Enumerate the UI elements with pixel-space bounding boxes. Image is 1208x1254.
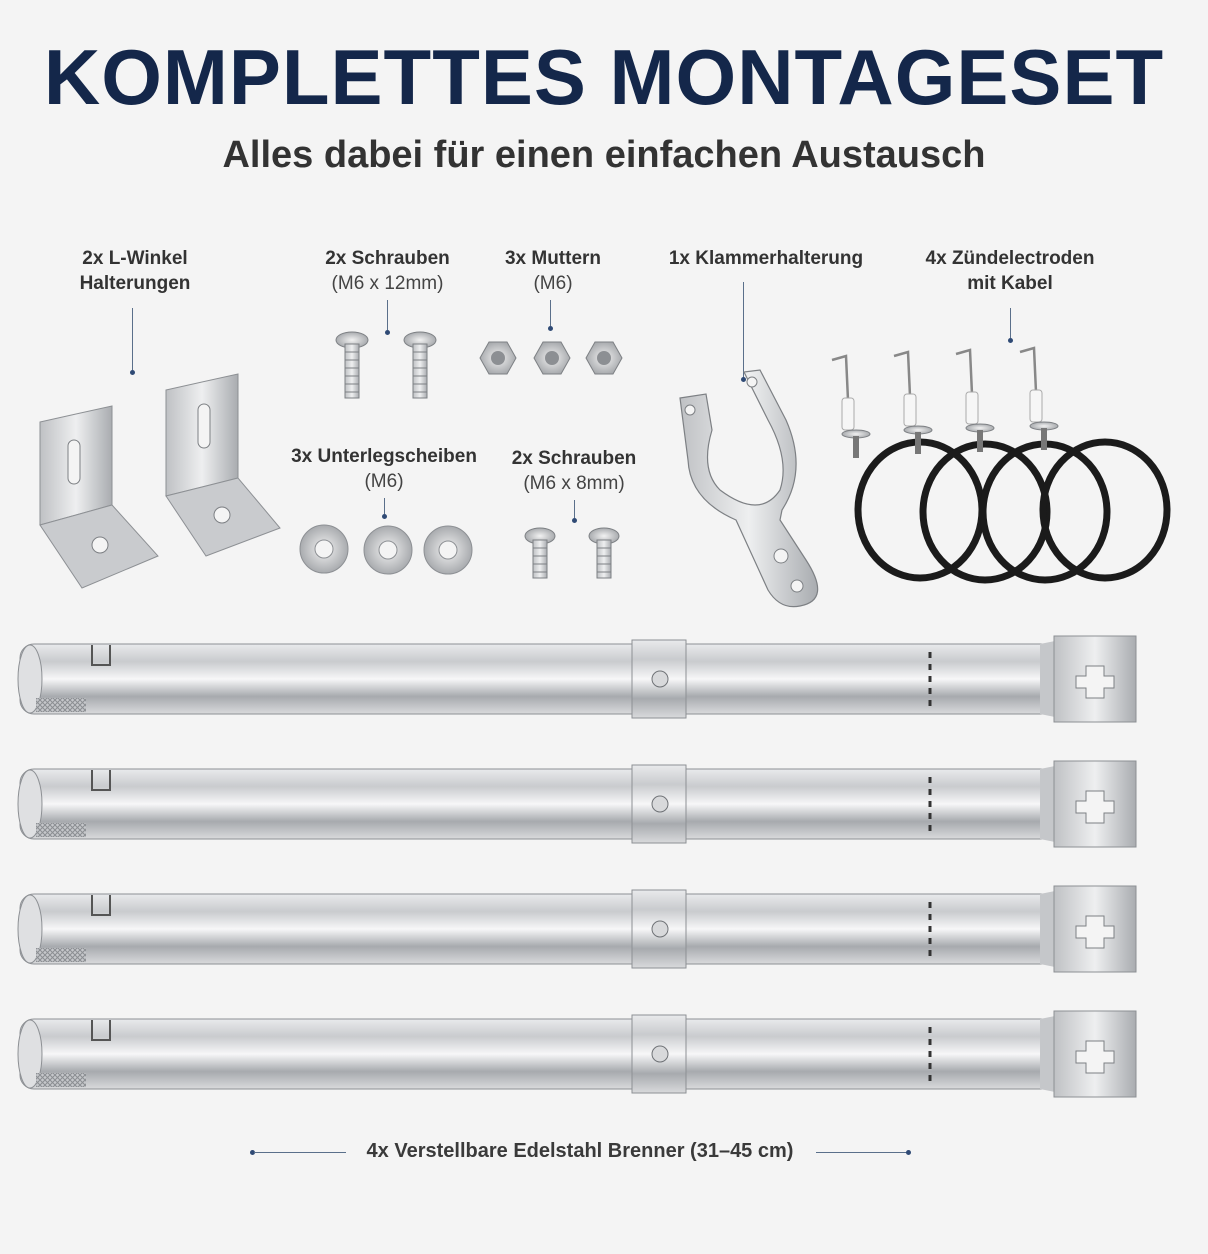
label-l-brackets-qty: 2x L-Winkel <box>82 248 188 269</box>
label-nuts-qty: 3x Muttern <box>504 248 602 269</box>
label-screws-12mm-size: (M6 x 12mm) <box>331 273 444 294</box>
label-washers-qty: 3x Unterlegscheiben <box>291 446 477 467</box>
label-washers-size: (M6) <box>364 471 404 492</box>
label-nuts-size: (M6) <box>533 273 573 294</box>
label-l-brackets-line2: Halterungen <box>79 273 191 294</box>
label-electrodes-qty: 4x Zündelectroden <box>925 248 1095 269</box>
burner-tube-icon <box>18 761 1136 847</box>
caption-line-right <box>816 1152 908 1153</box>
caption-line-left <box>254 1152 346 1153</box>
screw-icon <box>404 332 436 398</box>
washer-icon <box>364 526 412 574</box>
burner-tube-icon <box>18 886 1136 972</box>
label-electrodes-line2: mit Kabel <box>967 273 1053 294</box>
l-bracket-icon <box>40 406 158 588</box>
caption-dot-right <box>906 1150 911 1155</box>
screw-icon <box>525 528 555 578</box>
label-screws-12mm-qty: 2x Schrauben <box>325 248 450 269</box>
hex-nut-icon <box>480 342 516 374</box>
screw-icon <box>589 528 619 578</box>
page-title: KOMPLETTES MONTAGESET <box>43 33 1165 121</box>
label-clamp-qty: 1x Klammerhalterung <box>668 248 864 269</box>
hex-nut-icon <box>534 342 570 374</box>
screw-icon <box>336 332 368 398</box>
l-bracket-icon <box>166 374 280 556</box>
igniter-electrode-icon <box>832 356 982 578</box>
label-screws-8mm-qty: 2x Schrauben <box>511 448 637 469</box>
washer-icon <box>300 525 348 573</box>
clamp-bracket-icon <box>680 370 818 607</box>
washer-icon <box>424 526 472 574</box>
burner-tube-icon <box>18 1011 1136 1097</box>
label-screws-8mm-size: (M6 x 8mm) <box>523 473 625 494</box>
burner-caption: 4x Verstellbare Edelstahl Brenner (31–45 cm) <box>366 1140 794 1162</box>
page-subtitle: Alles dabei für einen einfachen Austausch <box>222 134 986 176</box>
hex-nut-icon <box>586 342 622 374</box>
burner-tube-icon <box>18 636 1136 722</box>
